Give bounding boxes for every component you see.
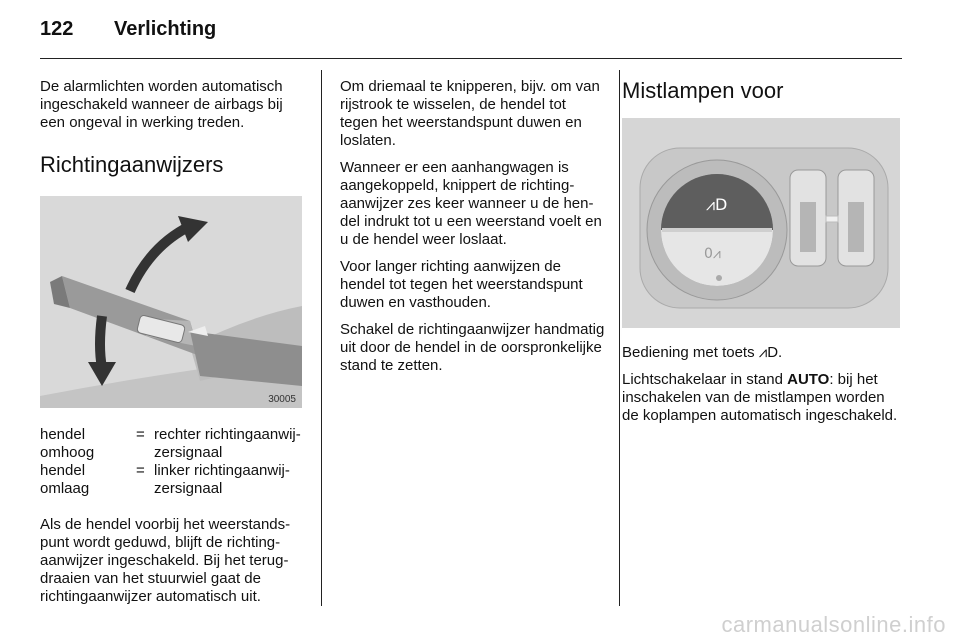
paragraph: Om driemaal te knipperen, bijv. om van rijstrook te wisselen, de hendel tot tegen het weerstandspunt duwen en loslaten. [340, 78, 600, 149]
page-header [40, 18, 216, 41]
paragraph: Wanneer er een aanhangwagen is aangekoppeld, knippert de richtingaanwijzer zes keer wanneer u de hendel indrukt tot u een weerstand voelt en u de hendel weer loslaat. [340, 159, 602, 248]
paragraph-auto-mode [622, 371, 904, 425]
lever-legend [40, 426, 306, 498]
light-switch-figure [622, 118, 900, 328]
legend-equals: = [136, 426, 145, 443]
turn-signal-lever-illustration [40, 196, 302, 408]
column-divider-1 [321, 70, 322, 606]
paragraph-fog-button: Bediening met toets ⩘D. [622, 344, 783, 361]
site-watermark: carmanualsonline.info [721, 612, 946, 637]
header-rule [40, 58, 902, 59]
column-divider-2 [619, 70, 620, 606]
page-number: 122 [40, 18, 74, 40]
legend-value: rechter richtingaanwijzersignaal [154, 426, 301, 461]
auto-keyword: AUTO [787, 371, 830, 388]
auto-text-prefix: Lichtschakelaar in stand [622, 371, 788, 388]
auto-text-suffix: : bij het inschakelen van de mistlampen worden de koplampen automatisch ingeschakeld. [622, 371, 898, 424]
svg-text:0⩘: 0⩘ [704, 246, 721, 262]
light-switch-illustration [622, 118, 900, 328]
figure-number: 30005 [268, 394, 296, 405]
section-heading-turn-signals: Richtingaanwijzers [40, 152, 224, 177]
intro-paragraph: De alarmlichten worden automatisch ingeschakeld wanneer de airbags bij een ongeval in werking treden. [40, 78, 283, 131]
svg-text:⩘D: ⩘D [706, 195, 728, 214]
paragraph-resistance-point: Als de hendel voorbij het weerstandspunt wordt geduwd, blijft de richtingaanwijzer ingeschakeld. Bij het terugdraaien van het stuurwiel gaat de richtingaanwijzer automatisch uit. [40, 516, 291, 605]
column-3 [622, 78, 904, 434]
legend-key: hendel omhoog [40, 426, 95, 461]
paragraph: Voor langer richting aanwijzen de hendel tot tegen het weerstandspunt duwen en vasthouden. [340, 258, 583, 311]
legend-row [40, 462, 306, 498]
legend-equals: = [136, 462, 145, 479]
paragraph: Schakel de richtingaanwijzer handmatig uit door de hendel in de oorspronkelijke stand te zetten. [340, 321, 605, 374]
legend-row [40, 426, 306, 462]
column-2 [340, 78, 606, 384]
column-1 [40, 78, 306, 615]
turn-signal-lever-figure [40, 196, 302, 408]
legend-value: linker richtingaanwijzersignaal [154, 462, 290, 497]
chapter-title: Verlichting [114, 18, 217, 40]
section-heading-front-fog-lamps: Mistlampen voor [622, 78, 784, 103]
legend-key: hendel omlaag [40, 462, 90, 497]
